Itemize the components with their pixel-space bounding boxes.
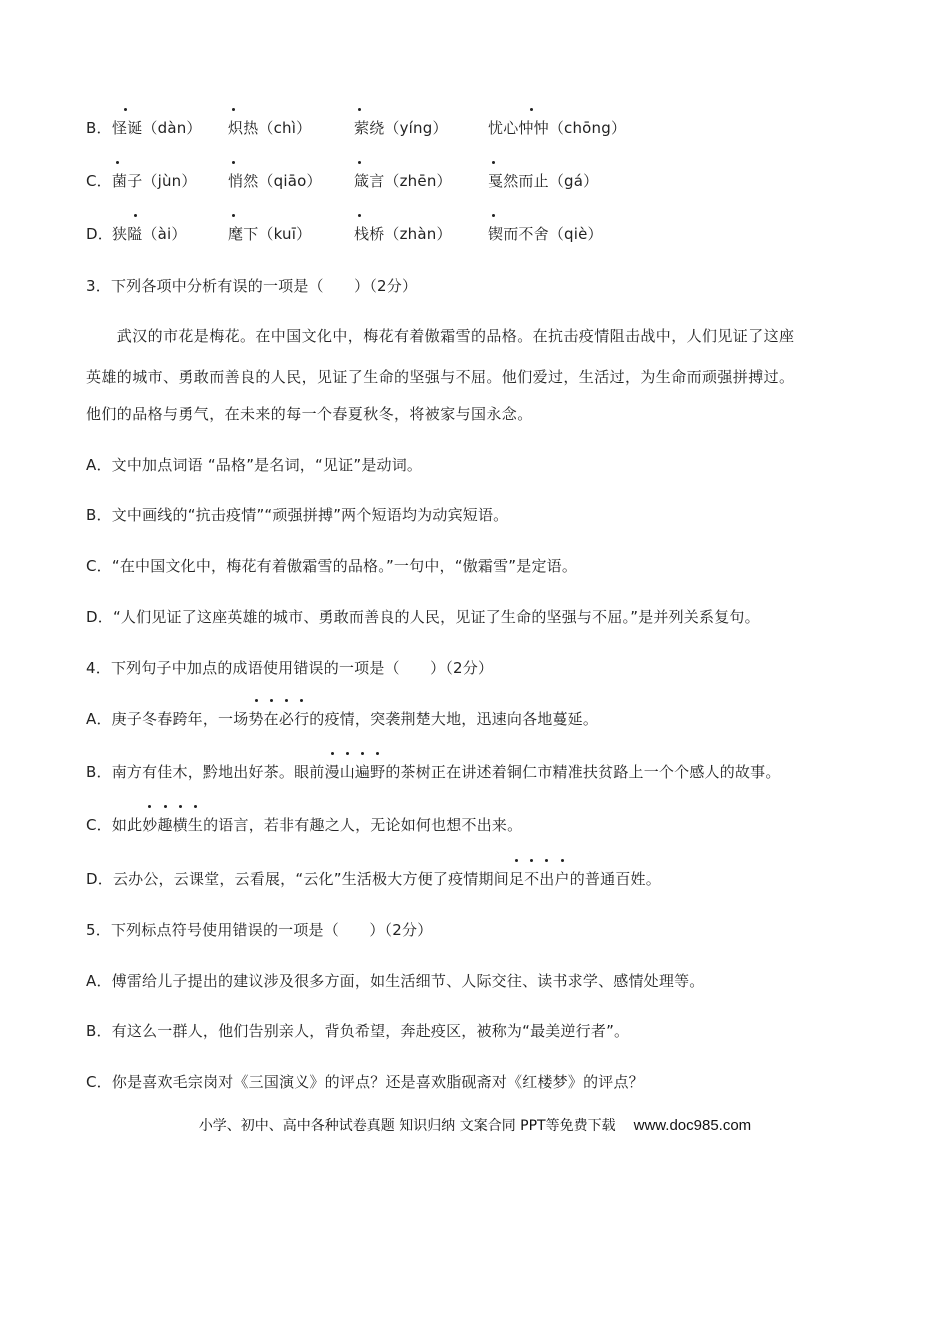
q3-option-b: B．文中画线的“抗击疫情”“顽强拼搏”两个短语均为动宾短语。 [86,506,509,524]
q3-passage-line: 他们的品格与勇气，在未来的每一个春夏秋冬，将被家与国永念。 [86,405,533,423]
word-item: 锲而不舍（qiè） [488,224,603,244]
word-item: 狭隘（ài） [112,224,187,244]
option-label: B． [86,119,112,137]
q4-option-b [86,762,781,782]
q5-option-c: C．你是喜欢毛宗岗对《三国演义》的评点？还是喜欢脂砚斋对《红楼梦》的评点？ [86,1073,644,1091]
dotted-idiom: 足不出户 [509,869,570,889]
q3-passage-line: 武汉的市花是梅花。在中国文化中，梅花有着傲霜雪的品格。在抗击疫情阻击战中，人们见证了这座 [86,327,795,345]
word-item: 菌子（jùn） [112,171,197,191]
q4-stem: 4．下列句子中加点的成语使用错误的一项是（ ）（2分） [86,659,494,677]
q4-option-a [86,709,598,729]
dotted-idiom: 漫山遍野 [325,762,386,782]
q3-option-a: A．文中加点词语 “品格”是名词，“见证”是动词。 [86,456,423,474]
sentence-text: C．如此 [86,816,143,834]
dotted-idiom: 妙趣横生 [142,815,203,835]
footer-site-link[interactable]: www.doc985.com [633,1117,752,1134]
word-item: 炽热（chì） [228,118,311,138]
word-item: 忧心忡忡（chōng） [488,118,626,138]
option-label: D． [86,225,113,243]
sentence-text: B．南方有佳木，黔地出好茶。眼前 [86,763,325,781]
word-item: 萦绕（yíng） [354,118,448,138]
q3-passage-line: 英雄的城市、勇敢而善良的人民，见证了生命的坚强与不屈。他们爱过，生活过，为生命而顽强拼搏过。 [86,368,795,386]
q5-stem: 5．下列标点符号使用错误的一项是（ ）（2分） [86,921,433,939]
sentence-text: 的普通百姓。 [569,870,661,888]
option-label: C． [86,172,112,190]
word-item: 麾下（kuī） [228,224,311,244]
sentence-text: D．云办公，云课堂，云看展，“云化”生活极大方便了疫情期间 [86,870,509,888]
page-footer [0,1116,950,1136]
sentence-text: 的疫情，突袭荆楚大地，迅速向各地蔓延。 [309,710,599,728]
q3-option-d: D．“人们见证了这座英雄的城市、勇敢而善良的人民，见证了生命的坚强与不屈。”是并列关系复句。 [86,608,760,626]
sentence-text: A．庚子冬春跨年，一场 [86,710,249,728]
q4-option-c [86,815,522,835]
word-item: 栈桥（zhàn） [354,224,452,244]
word-item: 戛然而止（gá） [488,171,598,191]
sentence-text: 的茶树正在讲述着铜仁市精准扶贫路上一个个感人的故事。 [385,763,781,781]
word-item: 怪诞（dàn） [112,118,202,138]
q5-option-b: B．有这么一群人，他们告别亲人，背负希望，奔赴疫区，被称为“最美逆行者”。 [86,1022,630,1040]
dotted-idiom: 势在必行 [248,709,309,729]
word-item: 悄然（qiāo） [228,171,322,191]
word-item: 箴言（zhēn） [354,171,452,191]
q3-stem: 3．下列各项中分析有误的一项是（ ）（2分） [86,277,418,295]
sentence-text: 的语言，若非有趣之人，无论如何也想不出来。 [203,816,523,834]
q5-option-a: A．傅雷给儿子提出的建议涉及很多方面，如生活细节、人际交往、读书求学、感情处理等。 [86,972,705,990]
q3-option-c: C．“在中国文化中，梅花有着傲霜雪的品格。”一句中，“傲霜雪”是定语。 [86,557,578,575]
q4-option-d [86,869,661,889]
footer-text: 小学、初中、高中各种试卷真题 知识归纳 文案合同 PPT等免费下载 [198,1118,616,1134]
